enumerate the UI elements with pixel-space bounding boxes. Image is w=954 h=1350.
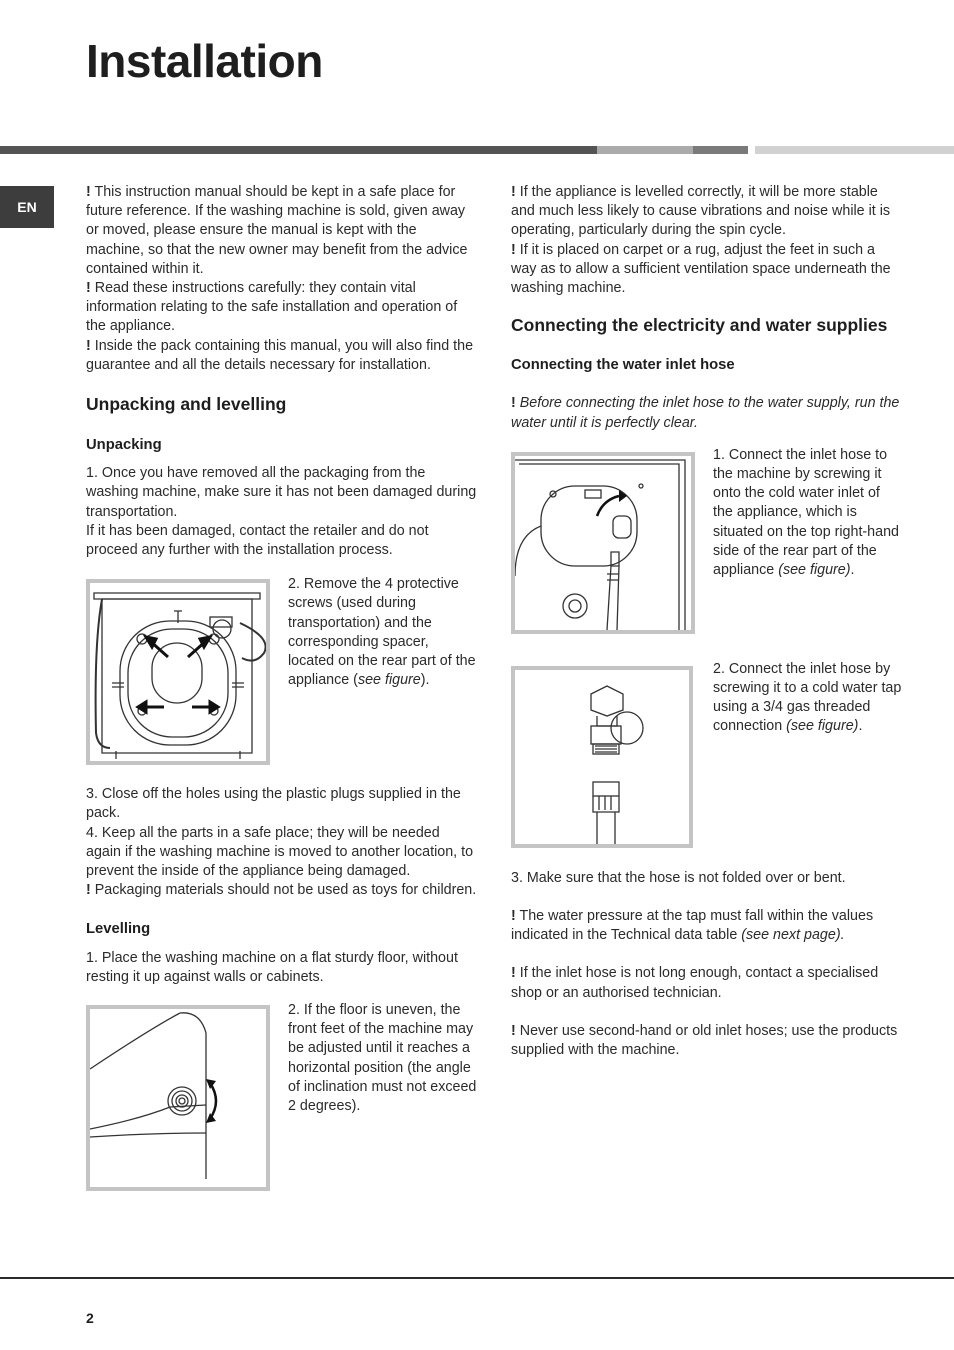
intro-paragraph (86, 183, 478, 279)
bar-segment-mid (597, 146, 693, 154)
subheading-inlet-hose: Connecting the water inlet hose (511, 357, 735, 374)
levelling-note-2-text: If it is placed on carpet or a rug, adjust the feet in such a way as to allow a sufficient ventilation space underneath the washing machine. (511, 241, 891, 297)
warning-mark: ! (511, 184, 516, 200)
figure-rear-panel (86, 579, 270, 765)
warning-mark: ! (86, 184, 91, 200)
figure-water-inlet (511, 452, 695, 634)
footer-rule (0, 1277, 954, 1279)
see-figure-ref: (see figure) (778, 562, 851, 579)
figure-row-inlet-machine (511, 446, 903, 634)
figure-adjustable-foot (86, 1005, 270, 1191)
inlet-step-2-text: 2. Connect the inlet hose by screwing it to a cold water tap using a 3/4 gas threaded connection (713, 660, 902, 735)
section-heading-unpacking-levelling: Unpacking and levelling (86, 394, 287, 415)
bar-segment-light (755, 146, 954, 154)
inlet-step-1 (695, 446, 903, 580)
header-color-bar (0, 146, 954, 154)
step-2-text: 2. Remove the 4 protective screws (used during transportation) and the corresponding spacer, located on the rear part of the appliance ( (288, 576, 476, 689)
intro-paragraph (86, 279, 478, 337)
bar-segment-dark (0, 146, 597, 154)
inlet-warning-text: Before connecting the inlet hose to the water supply, run the water until it is perfectly clear. (511, 395, 900, 431)
bar-segment-accent (693, 146, 748, 154)
figure-row-tap (511, 660, 903, 848)
left-column (86, 183, 478, 1191)
packaging-warning (86, 881, 478, 900)
unpacking-step-2 (270, 575, 478, 690)
step-2-end: ). (420, 672, 430, 689)
subheading-unpacking: Unpacking (86, 437, 162, 454)
pressure-note-text: The water pressure at the tap must fall within the values indicated in the Technical data table (511, 908, 874, 944)
tap-connection-illustration (515, 670, 689, 844)
see-figure-ref: see figure (357, 672, 421, 689)
subheading-levelling: Levelling (86, 921, 151, 938)
page-title: Installation (86, 35, 323, 87)
warning-mark: ! (511, 395, 516, 412)
levelling-note-2 (511, 241, 903, 299)
inlet-step-1-text: 1. Connect the inlet hose to the machine by screwing it onto the cold water inlet of the appliance, which is situated on the top right-hand side of the rear part of the appliance (713, 446, 899, 579)
warning-mark: ! (86, 337, 91, 354)
hose-length-note-text: If the inlet hose is not long enough, contact a specialised shop or an authorised technician. (511, 965, 879, 1001)
levelling-step-1: 1. Place the washing machine on a flat sturdy floor, without resting it up against walls or cabinets. (86, 949, 458, 985)
warning-mark: ! (511, 241, 516, 258)
figure-row-feet (86, 1002, 478, 1191)
figure-row-rear-screws (86, 576, 478, 765)
inlet-step-3: 3. Make sure that the hose is not folded over or bent. (511, 869, 846, 886)
levelling-note-1-text: If the appliance is levelled correctly, it will be more stable and much less likely to cause vibrations and noise while it is operating, particularly during the spin cycle. (511, 184, 891, 239)
pressure-note (511, 907, 903, 945)
packaging-warning-text: Packaging materials should not be used as toys for children. (90, 882, 477, 899)
section-heading-connecting: Connecting the electricity and water supplies (511, 315, 888, 336)
levelling-note-1 (511, 183, 903, 241)
unpacking-step-3: 3. Close off the holes using the plastic plugs supplied in the pack. (86, 786, 461, 822)
unpacking-step-1-damage: If it has been damaged, contact the retailer and do not proceed any further with the installation process. (86, 522, 429, 559)
inlet-step-1-end: . (850, 562, 855, 579)
see-next-page-ref: (see next page). (741, 927, 845, 944)
adjustable-foot-illustration (90, 1009, 266, 1187)
see-figure-ref: (see figure) (786, 718, 859, 735)
page-number: 2 (86, 1310, 94, 1326)
warning-mark: ! (86, 882, 91, 899)
inlet-step-2 (693, 660, 903, 737)
unpacking-step-4: 4. Keep all the parts in a safe place; they will be needed again if the washing machine is moved to another location, to prevent the inside of the appliance being damaged. (86, 824, 474, 880)
rear-panel-illustration (90, 583, 266, 761)
hose-length-note (511, 964, 903, 1002)
inlet-step-2-end: . (858, 718, 863, 735)
unpacking-step-1: 1. Once you have removed all the packaging from the washing machine, make sure it has not been damaged during transportation. (86, 465, 477, 520)
old-hose-note-text: Never use second-hand or old inlet hoses; use the products supplied with the machine. (511, 1022, 898, 1059)
intro-text: Read these instructions carefully: they contain vital information relating to the safe installation and operation of the appliance. (86, 280, 458, 335)
inlet-warning (511, 394, 903, 432)
old-hose-note (511, 1022, 903, 1060)
warning-mark: ! (511, 908, 516, 925)
water-inlet-illustration (515, 456, 691, 630)
warning-mark: ! (511, 1022, 516, 1039)
figure-tap-connection (511, 666, 693, 848)
intro-text: Inside the pack containing this manual, you will also find the guarantee and all the details necessary for installation. (86, 337, 474, 373)
warning-mark: ! (86, 280, 91, 297)
intro-text: This instruction manual should be kept in a safe place for future reference. If the washing machine is sold, given away or moved, please ensure the manual is kept with the machine, so that the new owner may benefit from the advice contained within it. (86, 184, 468, 277)
warning-mark: ! (511, 965, 516, 982)
intro-paragraph (86, 337, 478, 375)
language-tab: EN (0, 186, 54, 228)
levelling-step-2: 2. If the floor is uneven, the front feet of the machine may be adjusted until it reaches a horizontal position (the angle of inclination must not exceed 2 degrees). (288, 1002, 477, 1115)
right-column (511, 183, 903, 1060)
